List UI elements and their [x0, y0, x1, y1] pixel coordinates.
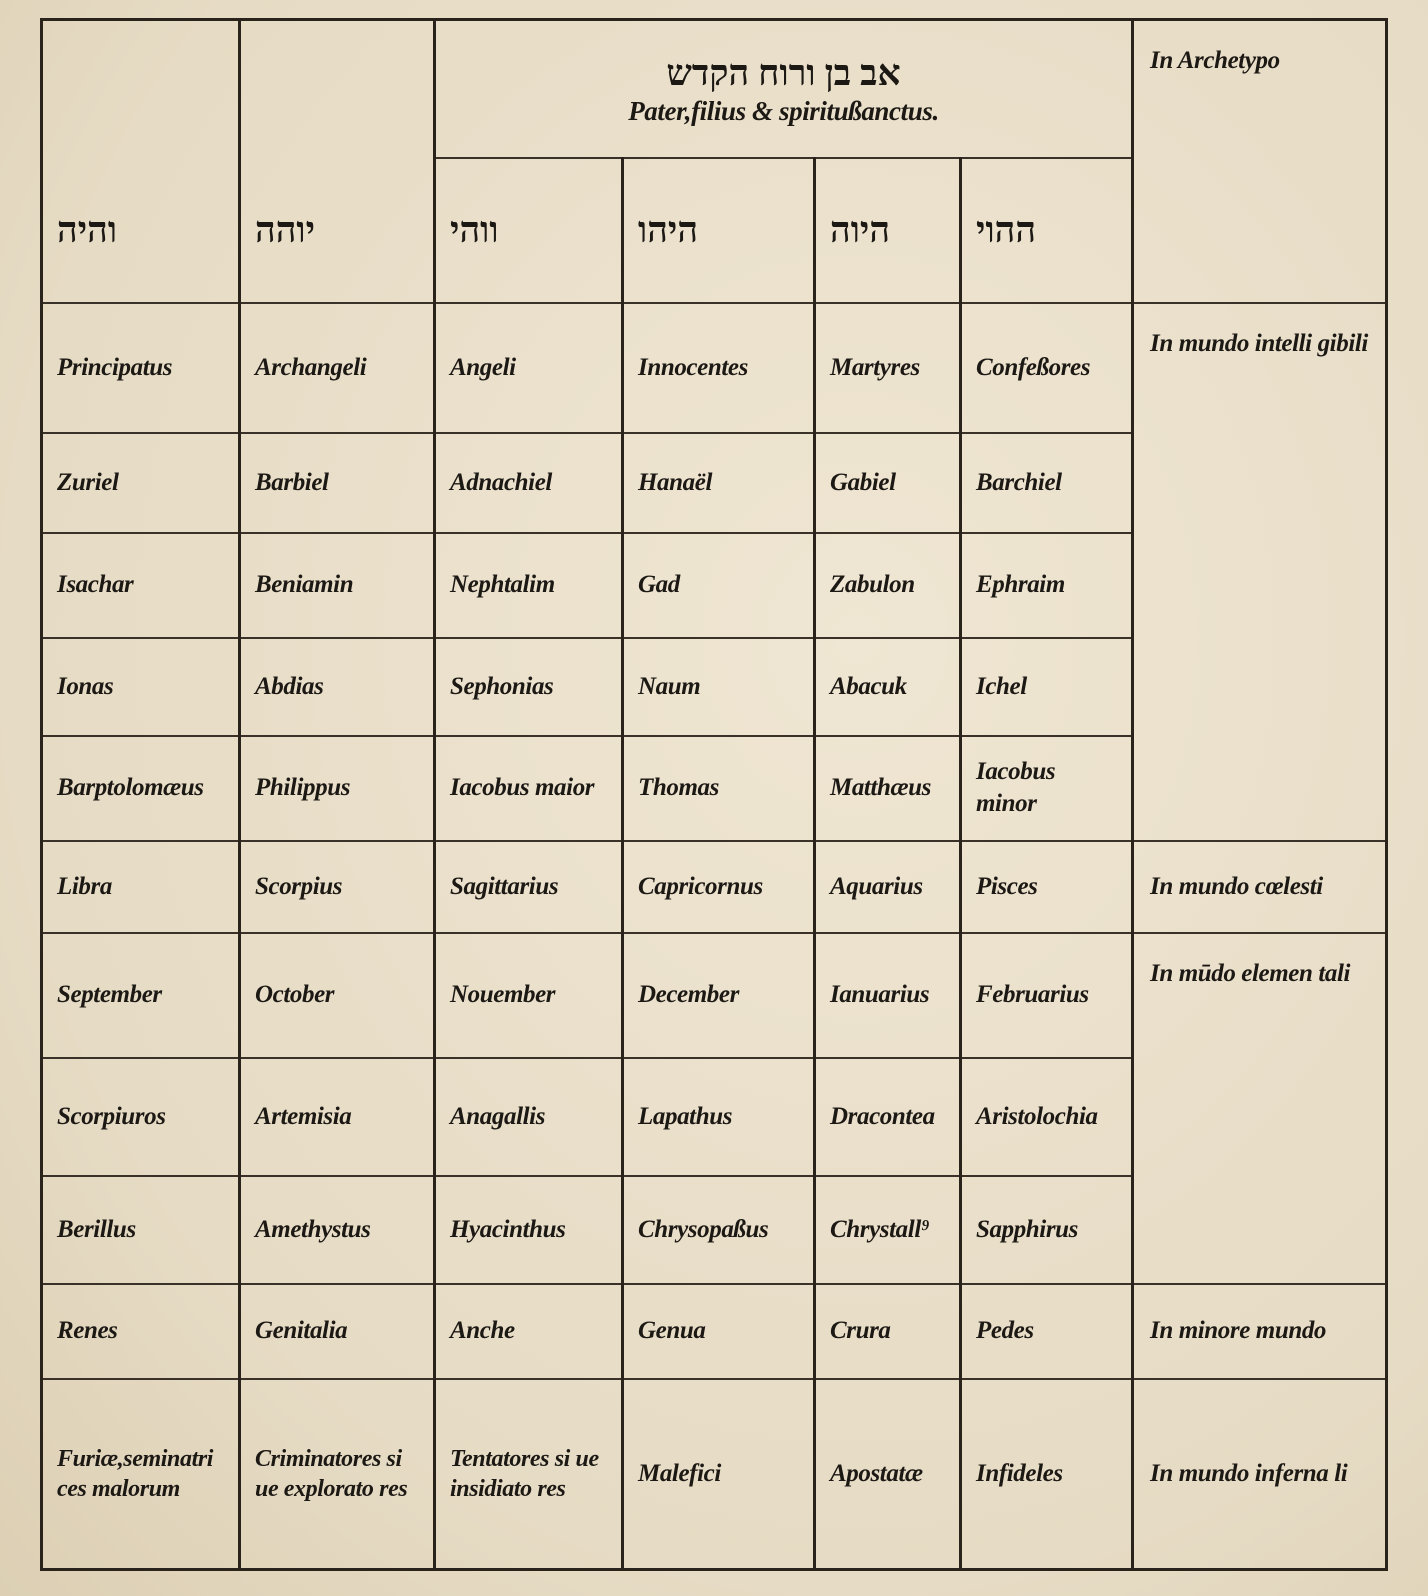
table-cell: Infideles — [961, 1379, 1133, 1570]
table-cell: Februarius — [961, 933, 1133, 1058]
label-elementali: In mūdo elemen tali — [1133, 933, 1387, 1284]
table-cell: Ianuarius — [815, 933, 961, 1058]
label-infernali: In mundo inferna li — [1133, 1379, 1387, 1570]
hebrew-name: והיה — [42, 158, 240, 303]
table-cell: October — [240, 933, 435, 1058]
table-cell: Iacobus minor — [961, 736, 1133, 841]
table-cell: Abdias — [240, 638, 435, 736]
table-cell: Matthæus — [815, 736, 961, 841]
table-row — [42, 303, 1387, 433]
label-intelligibili: In mundo intelli gibili — [1133, 303, 1387, 841]
table-row — [42, 1284, 1387, 1379]
table-cell: Barchiel — [961, 433, 1133, 533]
table-row — [42, 841, 1387, 933]
table-cell: Ionas — [42, 638, 240, 736]
table-cell: Zabulon — [815, 533, 961, 638]
table-cell: Sephonias — [435, 638, 623, 736]
archetype-label: In Archetypo — [1133, 20, 1387, 303]
table-cell: Sapphirus — [961, 1176, 1133, 1284]
table-cell: Sagittarius — [435, 841, 623, 933]
table-cell: Ichel — [961, 638, 1133, 736]
table-cell: Aquarius — [815, 841, 961, 933]
hebrew-name: היוה — [815, 158, 961, 303]
hebrew-title: אב בן ורוח הקדש — [666, 52, 901, 93]
table-cell: Naum — [623, 638, 815, 736]
table-cell: Amethystus — [240, 1176, 435, 1284]
table-cell: Capricornus — [623, 841, 815, 933]
table-cell: Pedes — [961, 1284, 1133, 1379]
table-cell: Gabiel — [815, 433, 961, 533]
blank-cell — [42, 20, 240, 158]
table-cell: Chrystall⁹ — [815, 1176, 961, 1284]
table-cell: September — [42, 933, 240, 1058]
table-row — [42, 1379, 1387, 1570]
table-cell: Tentatores si ue insidiato res — [435, 1379, 623, 1570]
table-cell: December — [623, 933, 815, 1058]
table-cell: Berillus — [42, 1176, 240, 1284]
label-coelesti: In mundo cœlesti — [1133, 841, 1387, 933]
table-cell: Anagallis — [435, 1058, 623, 1176]
table-cell: Furiæ,seminatri ces malorum — [42, 1379, 240, 1570]
table-cell: Adnachiel — [435, 433, 623, 533]
table-cell: Renes — [42, 1284, 240, 1379]
title-row — [42, 20, 1387, 158]
table-cell: Abacuk — [815, 638, 961, 736]
hebrew-name: היהו — [623, 158, 815, 303]
table-cell: Ephraim — [961, 533, 1133, 638]
table-cell: Scorpius — [240, 841, 435, 933]
hebrew-name: ווהי — [435, 158, 623, 303]
table-cell: Malefici — [623, 1379, 815, 1570]
table-cell: Innocentes — [623, 303, 815, 433]
table-cell: Isachar — [42, 533, 240, 638]
blank-cell — [240, 20, 435, 158]
table-cell: Iacobus maior — [435, 736, 623, 841]
table-cell: Beniamin — [240, 533, 435, 638]
table-cell: Libra — [42, 841, 240, 933]
table-cell: Hyacinthus — [435, 1176, 623, 1284]
table-cell: Aristolochia — [961, 1058, 1133, 1176]
table-cell: Philippus — [240, 736, 435, 841]
table-cell: Lapathus — [623, 1058, 815, 1176]
table-cell: Pisces — [961, 841, 1133, 933]
table-cell: Martyres — [815, 303, 961, 433]
table-cell: Zuriel — [42, 433, 240, 533]
table-cell: Artemisia — [240, 1058, 435, 1176]
table-cell: Archangeli — [240, 303, 435, 433]
table-cell: Chrysopaßus — [623, 1176, 815, 1284]
table-cell: Criminatores si ue explorato res — [240, 1379, 435, 1570]
table-cell: Thomas — [623, 736, 815, 841]
table-cell: Principatus — [42, 303, 240, 433]
trinity-title-cell — [435, 20, 1133, 158]
table-cell: Gad — [623, 533, 815, 638]
hebrew-name: ההוי — [961, 158, 1133, 303]
table-cell: Crura — [815, 1284, 961, 1379]
table-cell: Angeli — [435, 303, 623, 433]
table-cell: Genua — [623, 1284, 815, 1379]
table-cell: Barptolomæus — [42, 736, 240, 841]
table-cell: Hanaël — [623, 433, 815, 533]
latin-title: Pater,filius & spiritußanctus. — [628, 95, 939, 126]
table-cell: Nephtalim — [435, 533, 623, 638]
table-cell: Nouember — [435, 933, 623, 1058]
table-cell: Dracontea — [815, 1058, 961, 1176]
table-cell: Apostatæ — [815, 1379, 961, 1570]
table-cell: Barbiel — [240, 433, 435, 533]
table-cell: Confeßores — [961, 303, 1133, 433]
table-cell: Genitalia — [240, 1284, 435, 1379]
hebrew-name: יוהה — [240, 158, 435, 303]
table-cell: Anche — [435, 1284, 623, 1379]
label-minore: In minore mundo — [1133, 1284, 1387, 1379]
table-cell: Scorpiuros — [42, 1058, 240, 1176]
table-row — [42, 933, 1387, 1058]
correspondence-table — [40, 18, 1388, 1571]
